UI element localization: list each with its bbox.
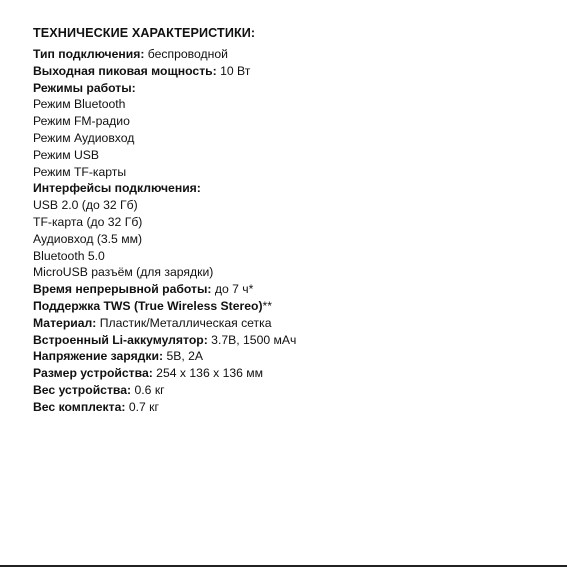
spec-value: ** xyxy=(262,298,273,313)
spec-line xyxy=(33,96,553,113)
spec-line xyxy=(33,248,553,265)
spec-value: TF-карта (до 32 Гб) xyxy=(33,214,143,229)
spec-label: Интерфейсы подключения: xyxy=(33,181,201,196)
spec-line xyxy=(33,382,553,399)
spec-value: 3.7В, 1500 мАч xyxy=(207,332,297,347)
spec-line xyxy=(33,281,553,298)
spec-line xyxy=(33,164,553,181)
spec-value: Режим Аудиовход xyxy=(33,130,135,145)
spec-line xyxy=(33,298,553,315)
spec-label: Поддержка TWS (True Wireless Stereo) xyxy=(33,298,263,313)
spec-line xyxy=(33,147,553,164)
spec-line xyxy=(33,63,553,80)
spec-value: 10 Вт xyxy=(216,63,251,78)
spec-value: беспроводной xyxy=(144,47,228,61)
spec-label: Материал: xyxy=(33,315,97,330)
spec-label: Напряжение зарядки: xyxy=(33,349,164,364)
spec-label: Режимы работы: xyxy=(33,80,136,95)
spec-value: до 7 ч* xyxy=(211,282,254,297)
spec-line xyxy=(33,214,553,231)
spec-line xyxy=(33,46,553,63)
spec-line xyxy=(33,365,553,382)
spec-value: 5В, 2А xyxy=(163,349,204,364)
spec-line xyxy=(33,332,553,349)
spec-label: Тип подключения: xyxy=(33,47,145,61)
spec-value: Пластик/Металлическая сетка xyxy=(96,315,272,330)
spec-value: Bluetooth 5.0 xyxy=(33,248,105,263)
spec-line xyxy=(33,315,553,332)
spec-value: 254 х 136 х 136 мм xyxy=(152,366,264,381)
spec-value: Аудиовход (3.5 мм) xyxy=(33,231,143,246)
spec-line xyxy=(33,197,553,214)
spec-line xyxy=(33,180,553,197)
spec-value: Режим FM-радио xyxy=(33,114,130,129)
spec-label: Вес устройства: xyxy=(33,382,132,397)
spec-label: Вес комплекта: xyxy=(33,399,126,414)
spec-value: 0.7 кг xyxy=(125,399,159,414)
specs-document xyxy=(33,25,553,416)
spec-value: Режим TF-карты xyxy=(33,164,127,179)
spec-line xyxy=(33,348,553,365)
spec-label: Размер устройства: xyxy=(33,366,153,381)
spec-line xyxy=(33,399,553,416)
spec-line xyxy=(33,113,553,130)
specs-title: ТЕХНИЧЕСКИЕ ХАРАКТЕРИСТИКИ: xyxy=(33,26,256,40)
spec-value: 0.6 кг xyxy=(131,382,165,397)
spec-label: Время непрерывной работы: xyxy=(33,282,212,297)
spec-line xyxy=(33,80,553,97)
spec-value: Режим Bluetooth xyxy=(33,97,126,112)
spec-line xyxy=(33,130,553,147)
spec-label: Выходная пиковая мощность: xyxy=(33,63,217,78)
spec-value: USB 2.0 (до 32 Гб) xyxy=(33,198,138,213)
spec-label: Встроенный Li-аккумулятор: xyxy=(33,332,208,347)
spec-line xyxy=(33,231,553,248)
spec-value: MicroUSB разъём (для зарядки) xyxy=(33,265,214,280)
spec-value: Режим USB xyxy=(33,147,100,162)
spec-line xyxy=(33,264,553,281)
